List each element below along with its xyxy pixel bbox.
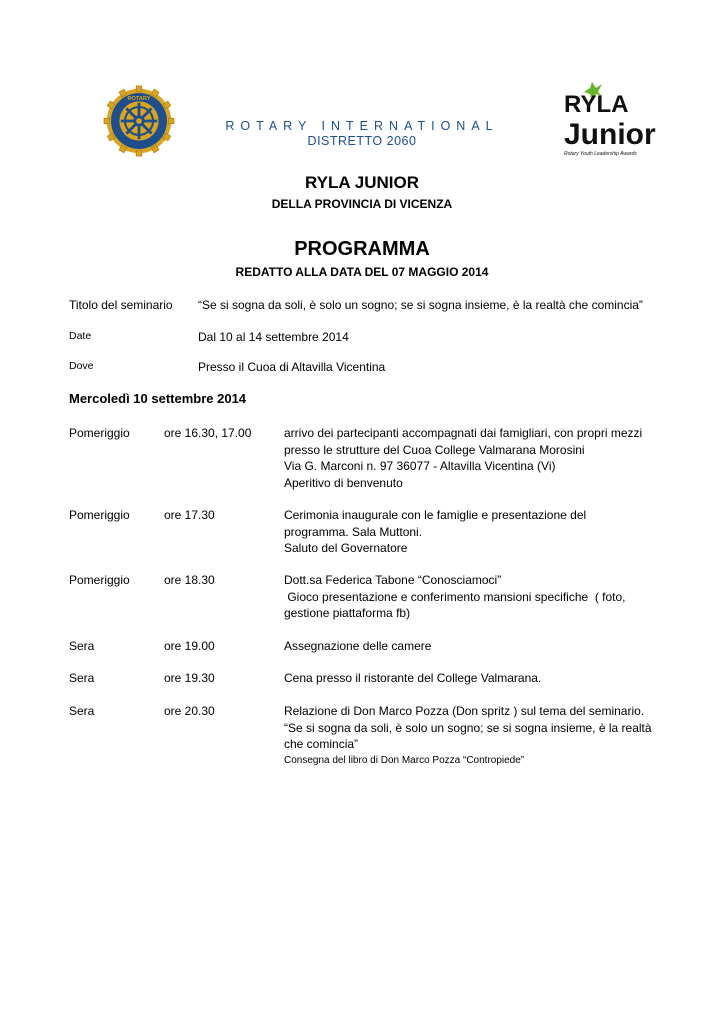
schedule-period: Sera — [69, 704, 95, 718]
schedule-period: Pomeriggio — [69, 508, 130, 522]
description-line: programma. Sala Muttoni. — [284, 524, 423, 539]
where-label: Dove — [69, 360, 94, 372]
main-title: RYLA JUNIOR — [305, 173, 419, 192]
schedule-description — [284, 670, 684, 687]
schedule-period: Pomeriggio — [69, 573, 130, 587]
description-line: Relazione di Don Marco Pozza (Don spritz ) sul tema del seminario. — [284, 704, 645, 718]
ryla-logo-title: RYLA — [564, 91, 629, 118]
description-line: arrivo dei partecipanti accompagnati dai famigliari, con propri mezzi — [284, 426, 643, 440]
seminar-value: “Se si sogna da soli, è solo un sogno; se si sogna insieme, è la realtà che comincia” — [198, 298, 643, 312]
schedule-time: ore 17.30 — [164, 508, 215, 522]
where-value: Presso il Cuoa di Altavilla Vicentina — [198, 360, 386, 374]
schedule-description — [284, 425, 684, 491]
programma-title: PROGRAMMA — [294, 238, 430, 260]
date-value: Dal 10 al 14 settembre 2014 — [198, 330, 349, 344]
schedule-time: ore 19.00 — [164, 639, 215, 653]
date-label: Date — [69, 330, 92, 342]
description-line: Cena presso il ristorante del College Valmarana. — [284, 671, 542, 685]
description-line: Aperitivo di benvenuto — [284, 475, 403, 490]
rotary-logo-text: ROTARY — [127, 96, 151, 102]
schedule-description — [284, 507, 684, 557]
ryla-junior-logo — [562, 80, 656, 158]
province-subtitle: DELLA PROVINCIA DI VICENZA — [271, 197, 453, 211]
schedule-description — [284, 572, 684, 622]
description-line: che comincia” — [284, 737, 359, 751]
org-name: ROTARY INTERNATIONAL — [225, 119, 499, 133]
description-line: Gioco presentazione e conferimento mansioni specifiche ( foto, — [284, 589, 626, 604]
description-line: Assegnazione delle camere — [284, 639, 432, 653]
ryla-logo-caption: Rotary Youth Leadership Awards — [564, 151, 637, 157]
day-heading: Mercoledì 10 settembre 2014 — [69, 391, 247, 406]
description-line: Via G. Marconi n. 97 36077 - Altavilla Vicentina (Vi) — [284, 459, 556, 473]
ryla-logo-junior: Junior — [564, 118, 656, 151]
schedule-description — [284, 703, 684, 769]
org-district: DISTRETTO 2060 — [307, 134, 417, 148]
schedule-description — [284, 638, 684, 655]
description-note: Consegna del libro di Don Marco Pozza “Contropiede” — [284, 754, 525, 766]
description-line: presso le strutture del Cuoa College Valmarana Morosini — [284, 442, 585, 457]
rotary-wheel-logo — [104, 86, 174, 156]
description-line: Saluto del Governatore — [284, 541, 408, 555]
seminar-label: Titolo del seminario — [69, 298, 173, 312]
description-line: Cerimonia inaugurale con le famiglie e presentazione del — [284, 508, 587, 522]
schedule-time: ore 16.30, 17.00 — [164, 426, 252, 440]
schedule-time: ore 19.30 — [164, 671, 215, 685]
description-line: “Se si sogna da soli, è solo un sogno; se si sogna insieme, è la realtà — [284, 720, 652, 735]
schedule-time: ore 20.30 — [164, 704, 215, 718]
schedule-period: Pomeriggio — [69, 426, 130, 440]
description-line: gestione piattaforma fb) — [284, 606, 411, 620]
date-subtitle: REDATTO ALLA DATA DEL 07 MAGGIO 2014 — [235, 265, 489, 279]
schedule-period: Sera — [69, 639, 95, 653]
schedule-period: Sera — [69, 671, 95, 685]
schedule-time: ore 18.30 — [164, 573, 215, 587]
description-line: Dott.sa Federica Tabone “Conosciamoci” — [284, 573, 502, 587]
